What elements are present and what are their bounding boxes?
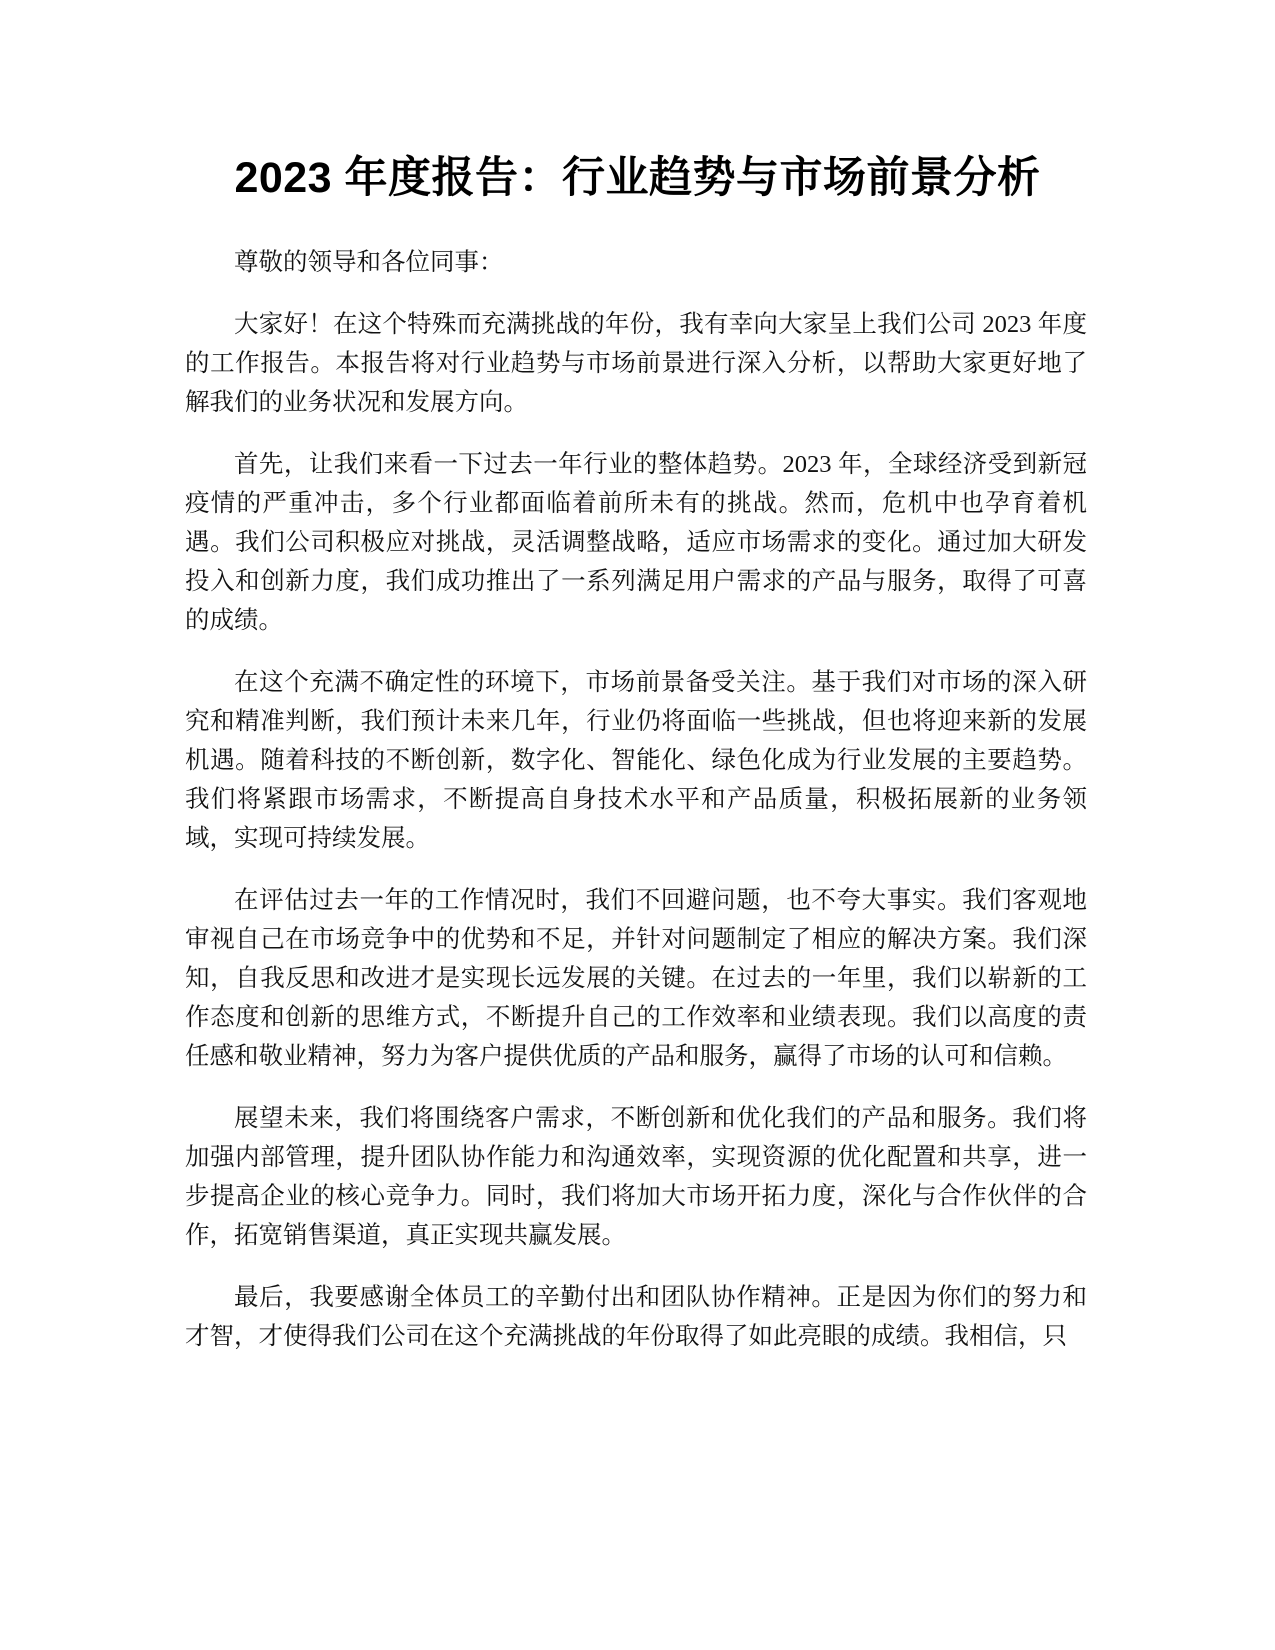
paragraph-future-plan: 展望未来，我们将围绕客户需求，不断创新和优化我们的产品和服务。我们将加强内部管理，提升团队协作能力和沟通效率，实现资源的优化配置和共享，进一步提高企业的核心竞争力。同时，我们将加大市场开拓力度，深化与合作伙伴的合作，拓宽销售渠道，真正实现共赢发展。 [185, 1105, 1087, 1249]
paragraph-market-outlook: 在这个充满不确定性的环境下，市场前景备受关注。基于我们对市场的深入研究和精准判断，我们预计未来几年，行业仍将面临一些挑战，但也将迎来新的发展机遇。随着科技的不断创新，数字化、智能化、绿色化成为行业发展的主要趋势。我们将紧跟市场需求，不断提高自身技术水平和产品质量，积极拓展新的业务领域，实现可持续发展。 [185, 669, 1087, 852]
paragraph-self-assessment: 在评估过去一年的工作情况时，我们不回避问题，也不夸大事实。我们客观地审视自己在市场竞争中的优势和不足，并针对问题制定了相应的解决方案。我们深知，自我反思和改进才是实现长远发展的关键。在过去的一年里，我们以崭新的工作态度和创新的思维方式，不断提升自己的工作效率和业绩表现。我们以高度的责任感和敬业精神，努力为客户提供优质的产品和服务，赢得了市场的认可和信赖。 [185, 887, 1087, 1070]
paragraph-industry-trend: 首先，让我们来看一下过去一年行业的整体趋势。2023 年，全球经济受到新冠疫情的严重冲击，多个行业都面临着前所未有的挑战。然而，危机中也孕育着机遇。我们公司积极应对挑战，灵活调整战略，适应市场需求的变化。通过加大研发投入和创新力度，我们成功推出了一系列满足用户需求的产品与服务，取得了可喜的成绩。 [185, 451, 1087, 634]
document-title: 2023 年度报告：行业趋势与市场前景分析 [234, 154, 1041, 202]
document-body [185, 243, 1087, 1379]
paragraph-closing: 最后，我要感谢全体员工的辛勤付出和团队协作精神。正是因为你们的努力和才智，才使得我们公司在这个充满挑战的年份取得了如此亮眼的成绩。我相信，只 [185, 1284, 1087, 1350]
paragraph-intro: 大家好！在这个特殊而充满挑战的年份，我有幸向大家呈上我们公司 2023 年度的工作报告。本报告将对行业趋势与市场前景进行深入分析，以帮助大家更好地了解我们的业务状况和发展方向。 [185, 311, 1087, 416]
paragraph-greeting: 尊敬的领导和各位同事： [234, 249, 504, 276]
